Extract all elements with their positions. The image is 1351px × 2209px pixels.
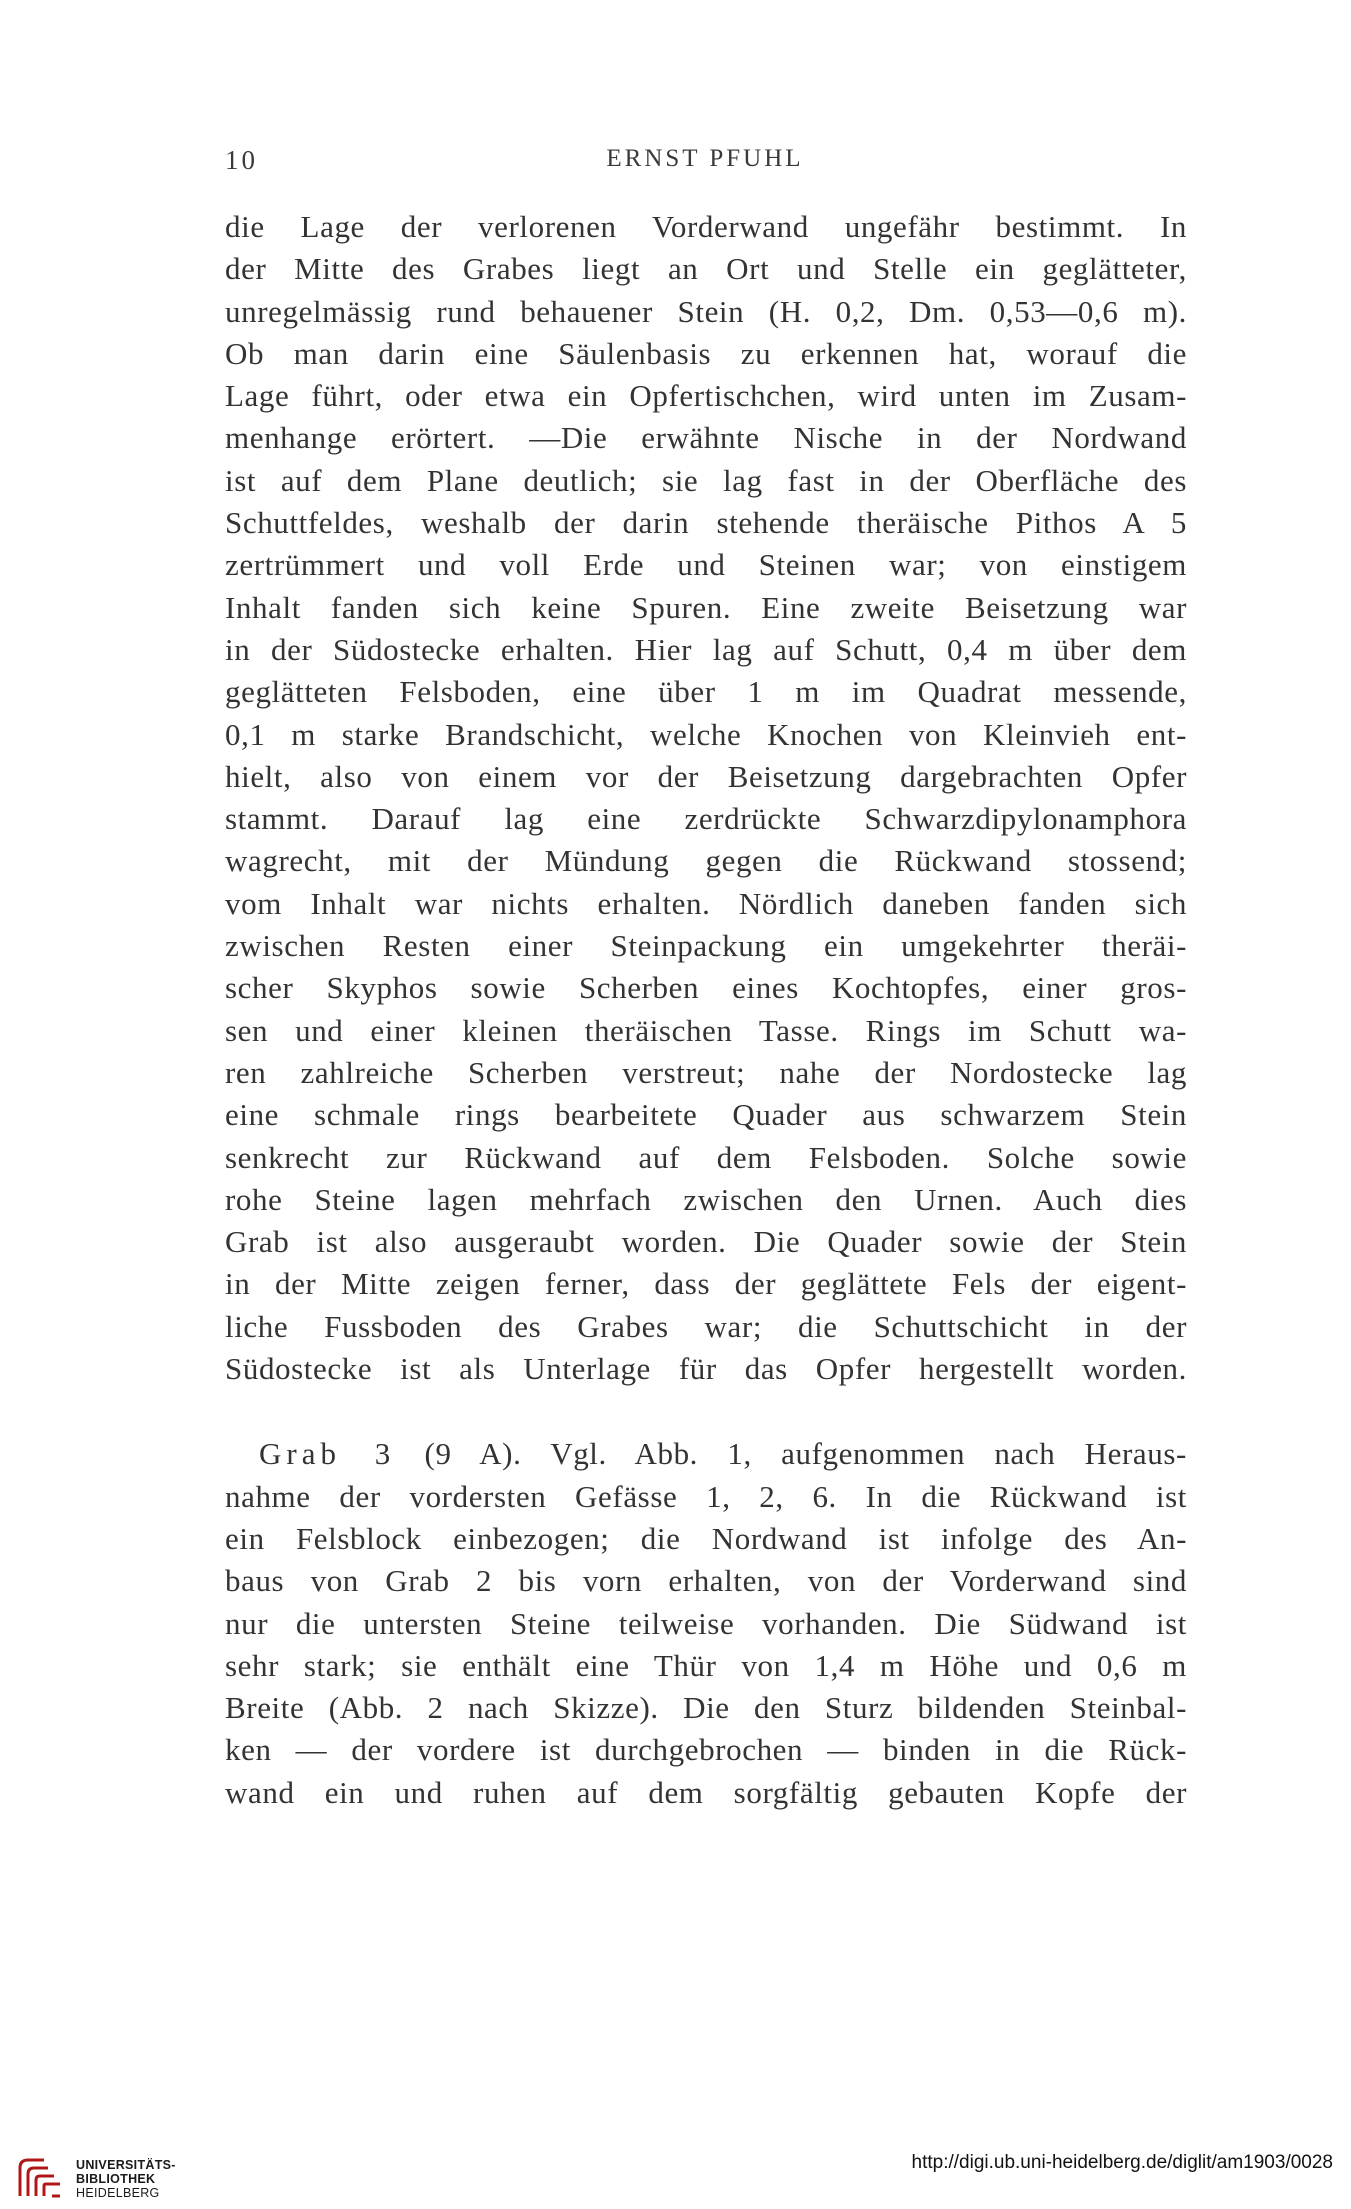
text-line: Breite (Abb. 2 nach Skizze). Die den Sturz bildenden Steinbal- [225,1690,1187,1726]
text-line: in der Mitte zeigen ferner, dass der geglättete Fels der eigent- [225,1266,1187,1302]
page-header [225,145,1185,185]
paragraph-grab-3 [225,1433,1187,1814]
text-line: sehr stark; sie enthält eine Thür von 1,4 m Höhe und 0,6 m [225,1647,1187,1683]
text-line: wagrecht, mit der Mündung gegen die Rückwand stossend; [225,843,1187,879]
text-line: stammt. Darauf lag eine zerdrückte Schwarzdipylonamphora [225,801,1187,837]
text-line: ist auf dem Plane deutlich; sie lag fast in der Oberfläche des [225,462,1187,498]
library-name-line-1: UNIVERSITÄTS- [76,2158,176,2172]
text-line-with-heading [225,1433,1187,1475]
text-line: wand ein und ruhen auf dem sorgfältig gebauten Kopfe der [225,1774,1187,1810]
text-line: nur die untersten Steine teilweise vorhanden. Die Südwand ist [225,1605,1187,1641]
library-name [76,2158,176,2200]
text-line: zwischen Resten einer Steinpackung ein umgekehrter theräi- [225,928,1187,964]
text-line: vom Inhalt war nichts erhalten. Nördlich daneben fanden sich [225,885,1187,921]
text-line: der Mitte des Grabes liegt an Ort und Stelle ein geglätteter, [225,251,1187,287]
text-line: eine schmale rings bearbeitete Quader aus schwarzem Stein [225,1097,1187,1133]
text-line: Südostecke ist als Unterlage für das Opfer hergestellt worden. [225,1351,1187,1387]
text-line: scher Skyphos sowie Scherben eines Kochtopfes, einer gros- [225,970,1187,1006]
text-line: Grab ist also ausgeraubt worden. Die Quader sowie der Stein [225,1224,1187,1260]
text-line: baus von Grab 2 bis vorn erhalten, von der Vorderwand sind [225,1563,1187,1599]
library-name-line-3: HEIDELBERG [76,2186,160,2200]
ub-heidelberg-logo-icon [14,2152,66,2204]
text-line: geglätteten Felsboden, eine über 1 m im Quadrat messende, [225,674,1187,710]
text-line: Inhalt fanden sich keine Spuren. Eine zweite Beisetzung war [225,589,1187,625]
text-line: ein Felsblock einbezogen; die Nordwand ist infolge des An- [225,1520,1187,1556]
text-line: hielt, also von einem vor der Beisetzung dargebrachten Opfer [225,758,1187,794]
text-line: menhange erörtert. —Die erwähnte Nische in der Nordwand [225,420,1187,456]
text-line: Lage führt, oder etwa ein Opfertischchen, wird unten im Zusam- [225,378,1187,414]
library-name-line-2: BIBLIOTHEK [76,2172,156,2186]
digitization-footer [0,2134,1351,2207]
paragraph-grab-2-continued [225,206,1187,1390]
text-line: zertrümmert und voll Erde und Steinen war; von einstigem [225,547,1187,583]
running-head: ERNST PFUHL [606,145,804,172]
text-line: unregelmässig rund behauener Stein (H. 0,2, Dm. 0,53—0,6 m). [225,293,1187,329]
text-line: liche Fussboden des Grabes war; die Schuttschicht in der [225,1308,1187,1344]
text-line: ren zahlreiche Scherben verstreut; nahe der Nordostecke lag [225,1054,1187,1090]
text-line: Schuttfeldes, weshalb der darin stehende theräische Pithos A 5 [225,505,1187,541]
permalink-url[interactable]: http://digi.ub.uni-heidelberg.de/diglit/am1903/0028 [911,2152,1333,2173]
text-line: in der Südostecke erhalten. Hier lag auf Schutt, 0,4 m über dem [225,631,1187,667]
text-line: die Lage der verlorenen Vorderwand ungefähr bestimmt. In [225,209,1187,244]
text-line: rohe Steine lagen mehrfach zwischen den Urnen. Auch dies [225,1181,1187,1217]
text-line: nahme der vordersten Gefässe 1, 2, 6. In die Rückwand ist [225,1478,1187,1514]
text-line: Ob man darin eine Säulenbasis zu erkennen hat, worauf die [225,335,1187,371]
paragraph-gap [225,1390,1187,1433]
text-line: sen und einer kleinen theräischen Tasse. Rings im Schutt wa- [225,1012,1187,1048]
page-number: 10 [225,145,258,175]
body-text [225,206,1187,1814]
text-line: 0,1 m starke Brandschicht, welche Knochen von Kleinvieh ent- [225,716,1187,752]
text-line: ken — der vordere ist durchgebrochen — binden in die Rück- [225,1732,1187,1768]
text-line-remainder: (9 A). Vgl. Abb. 1, aufgenommen nach Heraus- [424,1436,1187,1472]
text-line: senkrecht zur Rückwand auf dem Felsboden. Solche sowie [225,1139,1187,1175]
section-heading: Grab 3 [259,1436,396,1472]
